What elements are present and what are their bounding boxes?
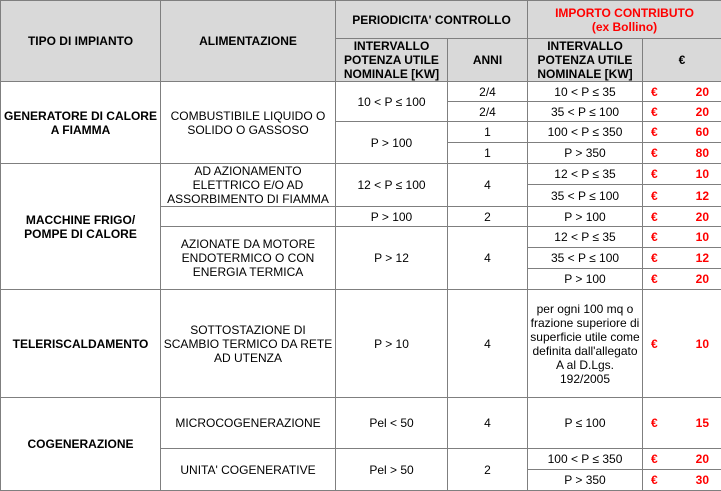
amount-value: 20 <box>696 272 709 286</box>
amount-cell <box>643 143 721 164</box>
alim-elettrico-cont <box>161 207 336 227</box>
anni-cell: 4 <box>448 398 528 449</box>
amount-value: 20 <box>696 105 709 119</box>
range-cell: P > 100 <box>528 207 643 227</box>
range-cell: P > 350 <box>528 470 643 491</box>
euro-sign: € <box>651 167 658 181</box>
range-cell: P ≤ 100 <box>528 398 643 449</box>
amount-value: 10 <box>696 337 709 351</box>
interval-cell: 12 < P ≤ 100 <box>336 164 448 207</box>
euro-sign: € <box>651 473 658 487</box>
amount-value: 20 <box>696 85 709 99</box>
anni-cell: 4 <box>448 290 528 398</box>
amount-value: 60 <box>696 125 709 139</box>
range-cell: P > 100 <box>528 269 643 290</box>
interval-cell: Pel < 50 <box>336 398 448 449</box>
alim-microcogenerazione: MICROCOGENERAZIONE <box>161 398 336 449</box>
amount-value: 20 <box>696 452 709 466</box>
range-cell: P > 350 <box>528 143 643 164</box>
amount-value: 20 <box>696 210 709 224</box>
amount-cell <box>643 248 721 269</box>
range-cell: 100 < P ≤ 350 <box>528 122 643 143</box>
euro-sign: € <box>651 210 658 224</box>
anni-cell: 4 <box>448 164 528 207</box>
header-alimentazione: ALIMENTAZIONE <box>161 1 336 82</box>
amount-value: 10 <box>696 167 709 181</box>
amount-cell <box>643 449 721 470</box>
amount-value: 30 <box>696 473 709 487</box>
interval-cell: Pel > 50 <box>336 449 448 491</box>
anni-cell: 2/4 <box>448 102 528 122</box>
range-cell: per ogni 100 mq o frazione superiore di superficie utile come definita dall'allegato A al D.Lgs. 192/2005 <box>528 290 643 398</box>
type-generatore: GENERATORE DI CALORE A FIAMMA <box>1 82 161 164</box>
amount-cell <box>643 82 721 102</box>
type-cogenerazione: COGENERAZIONE <box>1 398 161 491</box>
amount-cell <box>643 185 721 207</box>
range-cell: 35 < P ≤ 100 <box>528 248 643 269</box>
euro-sign: € <box>651 337 658 351</box>
header-importo-line1: IMPORTO CONTRIBUTO <box>530 6 719 20</box>
range-cell: 100 < P ≤ 350 <box>528 449 643 470</box>
anni-cell: 4 <box>448 227 528 290</box>
alim-combustibile: COMBUSTIBILE LIQUIDO O SOLIDO O GASSOSO <box>161 82 336 164</box>
interval-cell: 10 < P ≤ 100 <box>336 82 448 122</box>
range-cell: 10 < P ≤ 35 <box>528 82 643 102</box>
anni-cell: 1 <box>448 122 528 143</box>
amount-value: 80 <box>696 146 709 160</box>
header-importo <box>528 1 721 39</box>
header-intervallo-periodicita: INTERVALLO POTENZA UTILE NOMINALE [KW] <box>336 39 448 82</box>
type-teleriscaldamento: TELERISCALDAMENTO <box>1 290 161 398</box>
interval-cell: P > 12 <box>336 227 448 290</box>
euro-sign: € <box>651 146 658 160</box>
interval-cell: P > 100 <box>336 207 448 227</box>
euro-sign: € <box>651 452 658 466</box>
amount-cell <box>643 102 721 122</box>
euro-sign: € <box>651 105 658 119</box>
alim-elettrico: AD AZIONAMENTO ELETTRICO E/O AD ASSORBIMENTO DI FIAMMA <box>161 164 336 207</box>
euro-sign: € <box>651 85 658 99</box>
amount-cell <box>643 398 721 449</box>
euro-sign: € <box>651 189 658 203</box>
euro-sign: € <box>651 416 658 430</box>
interval-cell: P > 100 <box>336 122 448 164</box>
anni-cell: 1 <box>448 143 528 164</box>
amount-value: 12 <box>696 189 709 203</box>
euro-sign: € <box>651 272 658 286</box>
header-periodicita: PERIODICITA' CONTROLLO <box>336 1 528 39</box>
amount-cell <box>643 227 721 248</box>
anni-cell: 2 <box>448 449 528 491</box>
header-euro: € <box>643 39 721 82</box>
header-importo-line2: (ex Bollino) <box>530 20 719 34</box>
euro-sign: € <box>651 230 658 244</box>
amount-cell <box>643 269 721 290</box>
alim-sottostazione: SOTTOSTAZIONE DI SCAMBIO TERMICO DA RETE AD UTENZA <box>161 290 336 398</box>
euro-sign: € <box>651 251 658 265</box>
amount-value: 15 <box>696 416 709 430</box>
alim-endotermico: AZIONATE DA MOTORE ENDOTERMICO O CON ENERGIA TERMICA <box>161 227 336 290</box>
range-cell: 12 < P ≤ 35 <box>528 164 643 185</box>
amount-cell <box>643 207 721 227</box>
amount-cell <box>643 470 721 491</box>
anni-cell: 2 <box>448 207 528 227</box>
amount-cell <box>643 122 721 143</box>
amount-cell <box>643 290 721 398</box>
header-tipo: TIPO DI IMPIANTO <box>1 1 161 82</box>
amount-value: 12 <box>696 251 709 265</box>
amount-value: 10 <box>696 230 709 244</box>
range-cell: 35 < P ≤ 100 <box>528 185 643 207</box>
header-anni: ANNI <box>448 39 528 82</box>
interval-cell: P > 10 <box>336 290 448 398</box>
range-cell: 35 < P ≤ 100 <box>528 102 643 122</box>
euro-sign: € <box>651 125 658 139</box>
alim-unita-cogenerative: UNITA' COGENERATIVE <box>161 449 336 491</box>
range-cell: 12 < P ≤ 35 <box>528 227 643 248</box>
amount-cell <box>643 164 721 185</box>
anni-cell: 2/4 <box>448 82 528 102</box>
type-macchine-frigo: MACCHINE FRIGO/ POMPE DI CALORE <box>1 164 161 290</box>
header-intervallo-importo: INTERVALLO POTENZA UTILE NOMINALE [KW] <box>528 39 643 82</box>
